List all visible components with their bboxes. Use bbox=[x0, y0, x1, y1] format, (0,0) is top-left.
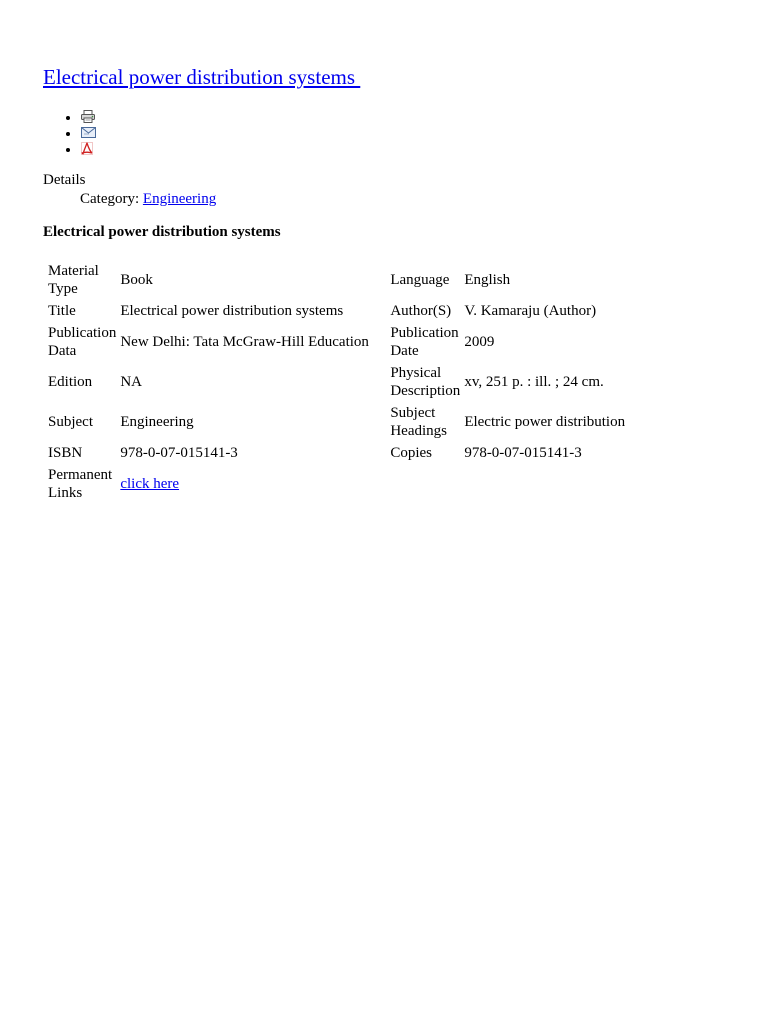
pdf-icon[interactable] bbox=[81, 142, 93, 155]
empty-cell bbox=[389, 465, 461, 503]
table-row bbox=[47, 363, 645, 401]
article-actions bbox=[43, 110, 733, 158]
table-row bbox=[47, 301, 645, 321]
field-value: xv, 251 p. : ill. ; 24 cm. bbox=[464, 374, 604, 390]
email-icon[interactable] bbox=[81, 127, 96, 138]
field-label: Subject Headings bbox=[390, 405, 447, 439]
field-label: Copies bbox=[390, 445, 432, 461]
field-label: Material Type bbox=[48, 263, 99, 297]
table-row bbox=[47, 261, 645, 299]
field-value: English bbox=[464, 272, 511, 288]
article bbox=[43, 62, 733, 505]
field-value: 978-0-07-015141-3 bbox=[120, 445, 238, 461]
email-action bbox=[81, 126, 733, 142]
field-value: V. Kamaraju (Author) bbox=[464, 303, 597, 319]
print-icon[interactable] bbox=[81, 110, 95, 123]
field-value: Engineering bbox=[120, 414, 194, 430]
field-label: Subject bbox=[48, 414, 93, 430]
table-row bbox=[47, 443, 645, 463]
permanent-link[interactable]: click here bbox=[120, 476, 180, 492]
record-table bbox=[45, 259, 647, 505]
field-label: Permanent Links bbox=[48, 467, 113, 501]
empty-cell bbox=[463, 465, 645, 503]
field-label: Language bbox=[390, 272, 450, 288]
field-label: Physical Description bbox=[390, 365, 461, 399]
field-label: Title bbox=[48, 303, 76, 319]
field-label: ISBN bbox=[48, 445, 83, 461]
category-link[interactable]: Engineering bbox=[142, 191, 217, 207]
category-line bbox=[43, 190, 733, 209]
table-row bbox=[47, 465, 645, 503]
table-row bbox=[47, 323, 645, 361]
table-row bbox=[47, 403, 645, 441]
field-label: Publication Data bbox=[48, 325, 117, 359]
field-value: Electric power distribution bbox=[464, 414, 626, 430]
field-value: New Delhi: Tata McGraw-Hill Education bbox=[120, 334, 369, 350]
field-label: Edition bbox=[48, 374, 93, 390]
page-title bbox=[43, 62, 733, 92]
field-value: 978-0-07-015141-3 bbox=[464, 445, 582, 461]
page-title-link[interactable]: Electrical power distribution systems bbox=[43, 65, 361, 89]
field-value bbox=[119, 465, 387, 503]
field-value: NA bbox=[120, 374, 142, 390]
field-value: Book bbox=[120, 272, 153, 288]
details-label: Details bbox=[43, 172, 86, 188]
field-value: Electrical power distribution systems bbox=[120, 303, 344, 319]
print-action bbox=[81, 110, 733, 126]
field-value: 2009 bbox=[464, 334, 495, 350]
field-label: Author(S) bbox=[390, 303, 452, 319]
pdf-action bbox=[81, 142, 733, 158]
field-label: Publication Date bbox=[390, 325, 459, 359]
item-heading: Electrical power distribution systems bbox=[43, 224, 281, 240]
category-label: Category: bbox=[80, 191, 143, 207]
